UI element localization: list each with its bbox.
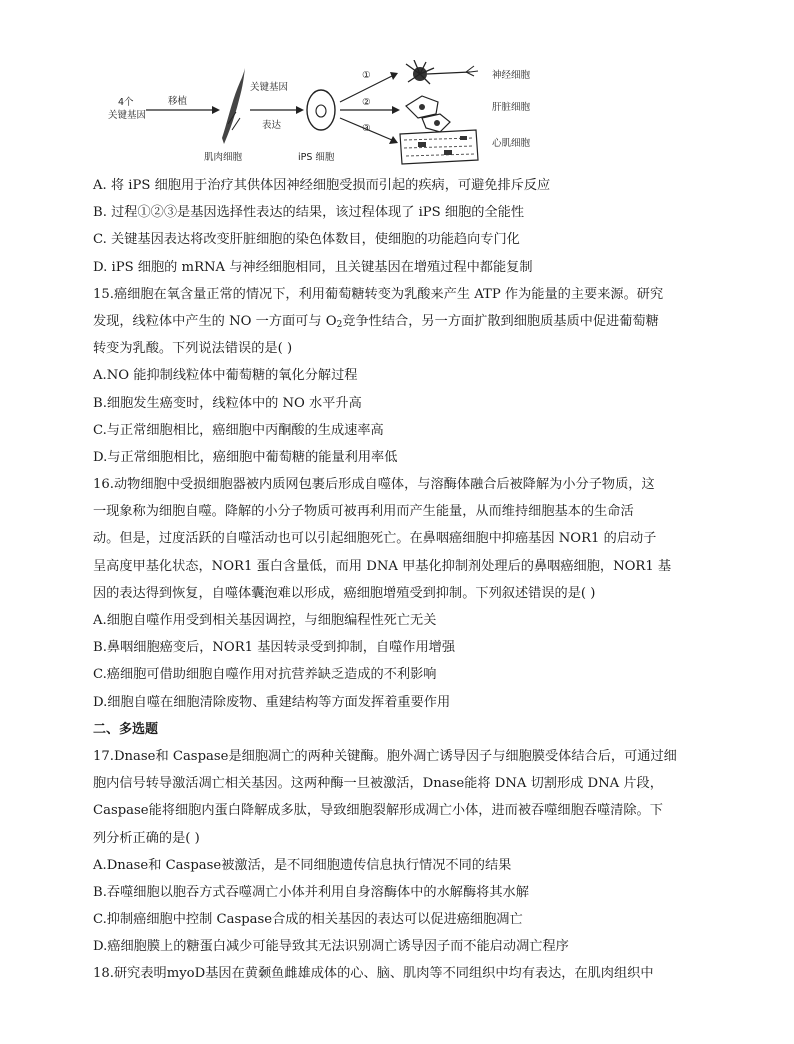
ips-cell-nucleus: [316, 105, 326, 117]
q17-option-d: D.癌细胞膜上的糖蛋白减少可能导致其无法识别凋亡诱导因子而不能启动凋亡程序: [93, 939, 569, 955]
diagram-genes-label-1: 4个: [118, 97, 134, 108]
section-heading-multiple-choice: 二、多选题: [93, 721, 159, 737]
q15-option-a: A.NO 能抑制线粒体中葡萄糖的氧化分解过程: [93, 368, 358, 384]
diagram-heart-label: 心肌细胞: [492, 138, 531, 149]
q15-stem-line-2: [93, 308, 703, 335]
ips-differentiation-diagram: [100, 60, 700, 168]
diagram-svg: [100, 60, 700, 168]
q14-option-d: D. iPS 细胞的 mRNA 与神经细胞相同，且关键基因在增殖过程中都能复制: [93, 259, 533, 275]
q17-option-a: A.Dnase和 Caspase被激活，是不同细胞遗传信息执行情况不同的结果: [93, 857, 512, 873]
arrowhead-transplant: [212, 106, 220, 114]
q16-option-b: B.鼻咽细胞癌变后，NOR1 基因转录受到抑制，自噬作用增强: [93, 640, 456, 656]
q16-stem-line-1: 16.动物细胞中受损细胞器被内质网包裹后形成自噬体，与溶酶体融合后被降解为小分子物质，这: [93, 477, 655, 493]
diagram-nerve-label: 神经细胞: [492, 70, 531, 81]
q16-option-c: C.癌细胞可借助细胞自噬作用对抗营养缺乏造成的不利影响: [93, 667, 437, 683]
q17-stem-line-1: 17.Dnase和 Caspase是细胞凋亡的两种关键酶。胞外凋亡诱导因子与细胞膜受体结合后，可通过细: [93, 748, 677, 764]
diagram-expr-label-1: 关键基因: [250, 82, 289, 93]
q14-option-a: A. 将 iPS 细胞用于治疗其供体因神经细胞受损而引起的疾病，可避免排斥反应: [93, 178, 551, 193]
liver-cells-shape: [406, 96, 450, 132]
q16-stem-line-5: 因的表达得到恢复，自噬体囊泡难以形成，癌细胞增殖受到抑制。下列叙述错误的是( ): [93, 585, 596, 601]
q17-stem-line-2: 胞内信号转导激活凋亡相关基因。这两种酶一旦被激活，Dnase能将 DNA 切割形成 DNA 片段，: [93, 776, 663, 792]
q16-stem-line-4: 呈高度甲基化状态，NOR1 蛋白含量低，而用 DNA 甲基化抑制剂处理后的鼻咽癌细胞，NOR1 基: [93, 558, 672, 574]
q15-stem-line-3: 转变为乳酸。下列说法错误的是( ): [93, 341, 293, 357]
q16-stem-line-3: 动。但是，过度活跃的自噬活动也可以引起细胞死亡。在鼻咽癌细胞中抑癌基因 NOR1 的启动子: [93, 531, 657, 547]
ips-cell-membrane: [307, 90, 335, 130]
diagram-process-2: ②: [362, 97, 371, 108]
muscle-cell-shape: [222, 68, 245, 144]
arrowhead-3: [389, 136, 398, 144]
diagram-muscle-label: 肌肉细胞: [204, 152, 243, 163]
diagram-liver-label: 肝脏细胞: [492, 102, 531, 113]
q15-stem-line-1: 15.癌细胞在氧含量正常的情况下，利用葡萄糖转变为乳酸来产生 ATP 作为能量的主要来源。研究: [93, 286, 664, 302]
q16-option-d: D.细胞自噬在细胞清除废物、重建结构等方面发挥着重要作用: [93, 694, 451, 710]
q17-option-b: B.吞噬细胞以胞吞方式吞噬凋亡小体并利用自身溶酶体中的水解酶将其水解: [93, 884, 529, 900]
q15-o2-subscript: 2: [336, 319, 343, 330]
q15-option-b: B.细胞发生癌变时，线粒体中的 NO 水平升高: [93, 395, 362, 411]
q15-stem-line-2a: 发现，线粒体中产生的 NO 一方面可与 O: [93, 313, 337, 329]
q15-option-d: D.与正常细胞相比，癌细胞中葡萄糖的能量利用率低: [93, 449, 398, 465]
heart-cells-shape: [400, 130, 478, 164]
arrowhead-2: [392, 106, 400, 114]
arrowhead-expression: [296, 106, 304, 114]
q15-stem-line-2b: 竞争性结合，另一方面扩散到细胞质基质中促进葡萄糖: [342, 313, 659, 329]
diagram-process-3: ③: [362, 123, 371, 134]
q16-option-a: A.细胞自噬作用受到相关基因调控，与细胞编程性死亡无关: [93, 613, 437, 628]
diagram-transplant-label: 移植: [168, 96, 188, 107]
diagram-genes-label-2: 关键基因: [108, 110, 147, 121]
q17-stem-line-3: Caspase能将细胞内蛋白降解成多肽，导致细胞裂解形成凋亡小体，进而被吞噬细胞吞噬清除。下: [93, 803, 663, 819]
q18-stem-line-1: 18.研究表明myoD基因在黄颡鱼雌雄成体的心、脑、肌肉等不同组织中均有表达，在肌肉组织中: [93, 966, 654, 982]
q14-option-b: B. 过程①②③是基因选择性表达的结果，该过程体现了 iPS 细胞的全能性: [93, 205, 525, 221]
diagram-ips-label: iPS 细胞: [298, 152, 335, 163]
q16-stem-line-2: 一现象称为细胞自噬。降解的小分子物质可被再利用而产生能量，从而维持细胞基本的生命活: [93, 504, 634, 520]
q15-option-c: C.与正常细胞相比，癌细胞中丙酮酸的生成速率高: [93, 422, 384, 438]
diagram-expr-label-2: 表达: [262, 120, 282, 131]
q17-option-c: C.抑制癌细胞中控制 Caspase合成的相关基因的表达可以促进癌细胞凋亡: [93, 912, 523, 928]
q14-option-c: C. 关键基因表达将改变肝脏细胞的染色体数目，使细胞的功能趋向专门化: [93, 232, 520, 248]
diagram-process-1: ①: [362, 70, 371, 81]
question-text-block: [93, 172, 703, 988]
nerve-cell-shape: [406, 60, 478, 84]
q17-stem-line-4: 列分析正确的是( ): [93, 830, 200, 846]
